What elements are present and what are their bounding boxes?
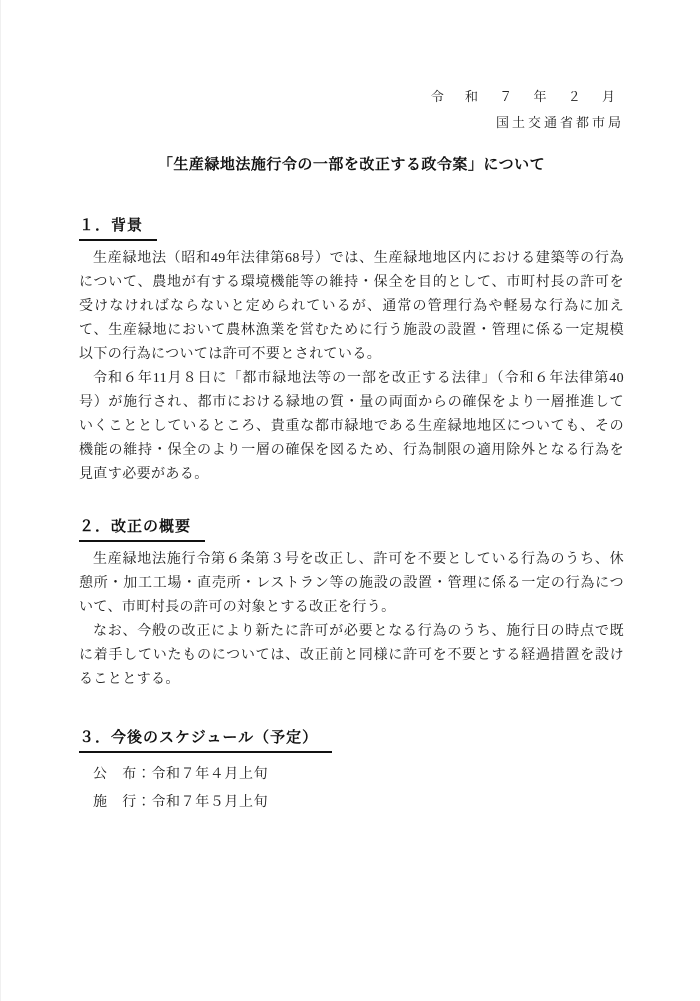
section-amendment-overview-heading-text: ２．改正の概要 <box>79 517 205 542</box>
background-paragraph-1: 生産緑地法（昭和49年法律第68号）では、生産緑地地区内における建築等の行為について、農地が有する環境機能等の維持・保全を目的として、市町村長の許可を受けなければならないと定められているが、通常の管理行為や軽易な行為に加えて、生産緑地において農林漁業を営むために行う施設の設置・管理に係る一定規模以下の行為については許可不要とされている。 <box>79 251 624 362</box>
section-amendment-overview <box>79 517 624 692</box>
section-schedule <box>79 728 624 817</box>
document-title: 「生産緑地法施行令の一部を改正する政令案」について <box>157 156 546 173</box>
section-background-heading <box>79 216 624 241</box>
schedule-promulgation-line: 公 布：令和７年４月上旬 <box>93 767 269 782</box>
document-header <box>79 84 624 136</box>
background-paragraph-2: 令和６年11月８日に「都市緑地法等の一部を改正する法律」（令和６年法律第40号）が施行され、都市における緑地の質・量の両面からの確保をより一層推進していくこととしているところ、貴重な都市緑地である生産緑地地区についても、その機能の維持・保全のより一層の確保を図るため、行為制限の適用除外となる行為を見直す必要がある。 <box>79 371 624 482</box>
section-background-heading-text: １．背景 <box>79 216 157 241</box>
section-amendment-overview-heading <box>79 517 624 542</box>
document-date: 令 和 ７ 年 ２ 月 <box>430 89 624 104</box>
section-background <box>79 216 624 487</box>
section-schedule-heading <box>79 728 624 753</box>
schedule-enforcement-line: 施 行：令和７年５月上旬 <box>93 795 269 810</box>
document-organization: 国土交通省都市局 <box>495 115 624 130</box>
amendment-paragraph-1: 生産緑地法施行令第６条第３号を改正し、許可を不要としている行為のうち、休憩所・加工工場・直売所・レストラン等の施設の設置・管理に係る一定の行為について、市町村長の許可の対象とする改正を行う。 <box>79 552 624 615</box>
amendment-paragraph-2: なお、今般の改正により新たに許可が必要となる行為のうち、施行日の時点で既に着手していたものについては、改正前と同様に許可を不要とする経過措置を設けることとする。 <box>79 624 624 687</box>
section-schedule-heading-text: ３．今後のスケジュール（予定） <box>79 728 332 753</box>
